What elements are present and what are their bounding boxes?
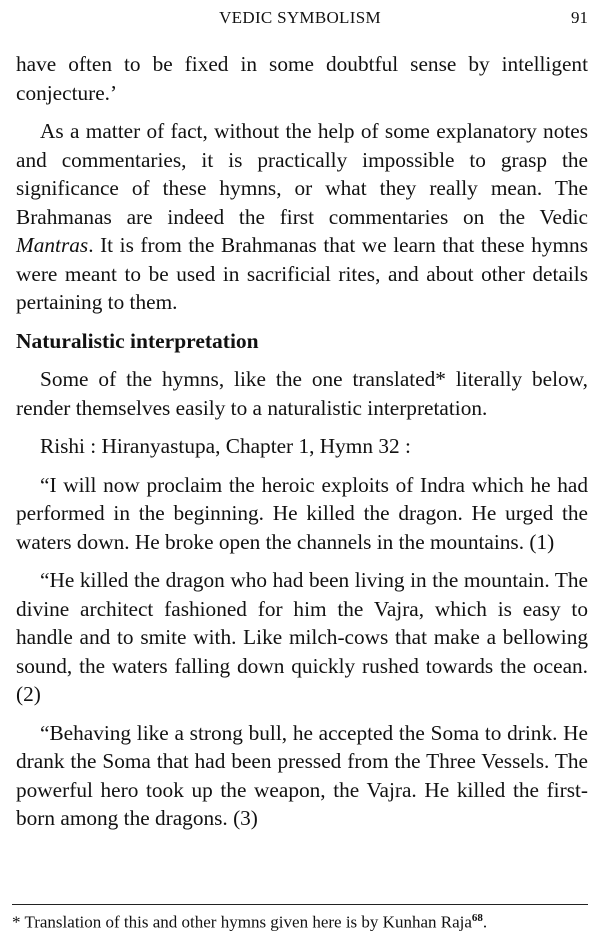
hymn-verse-2: “He killed the dragon who had been living in the mountain. The divine architect fashioned for him the Vajra, which is easy to handle and to smite with. Like milch-cows that make a bellowing sound, the waters falling down quickly rushed towards the ocean. (2) <box>16 568 588 706</box>
paragraph-commentaries-text-b: . It is from the Brahmanas that we learn that these hymns were meant to be used in sacrificial rites, and about other details pertaining to them. <box>16 233 588 314</box>
footnote-text: * Translation of this and other hymns given here is by Kunhan Raja <box>12 912 472 932</box>
footnote-end: . <box>482 912 488 932</box>
hymn-verse-3: “Behaving like a strong bull, he accepted the Soma to drink. He drank the Soma that had been pressed from the Three Vessels. The powerful hero took up the weapon, the Vajra. He killed the first-born among the dragons. (3) <box>16 720 588 830</box>
paragraph-commentaries <box>16 117 588 317</box>
body-text <box>16 50 588 843</box>
footnote <box>12 904 588 934</box>
section-heading: Naturalistic interpretation <box>16 328 259 353</box>
page-number: 91 <box>571 8 588 27</box>
mantras-term: Mantras <box>16 233 89 257</box>
paragraph-naturalistic: Some of the hymns, like the one translated* literally below, render themselves easily to a naturalistic interpretation. <box>16 367 588 420</box>
paragraph-commentaries-text-a: As a matter of fact, without the help of some explanatory notes and commentaries, it is practically impossible to grasp the significance of these hymns, or what they really mean. The Brahmanas are indeed the first commentaries on the Vedic <box>16 119 588 229</box>
rishi-line: Rishi : Hiranyastupa, Chapter 1, Hymn 32 : <box>40 434 411 458</box>
footnote-ref: 68 <box>471 912 483 924</box>
page-header <box>0 8 600 30</box>
paragraph-continued: have often to be fixed in some doubtful sense by intelligent conjecture.’ <box>16 52 588 105</box>
running-head: VEDIC SYMBOLISM <box>219 8 381 27</box>
hymn-verse-1: “I will now proclaim the heroic exploits of Indra which he had performed in the beginning. He killed the dragon. He urged the waters down. He broke open the channels in the mountains. (1) <box>16 472 588 554</box>
